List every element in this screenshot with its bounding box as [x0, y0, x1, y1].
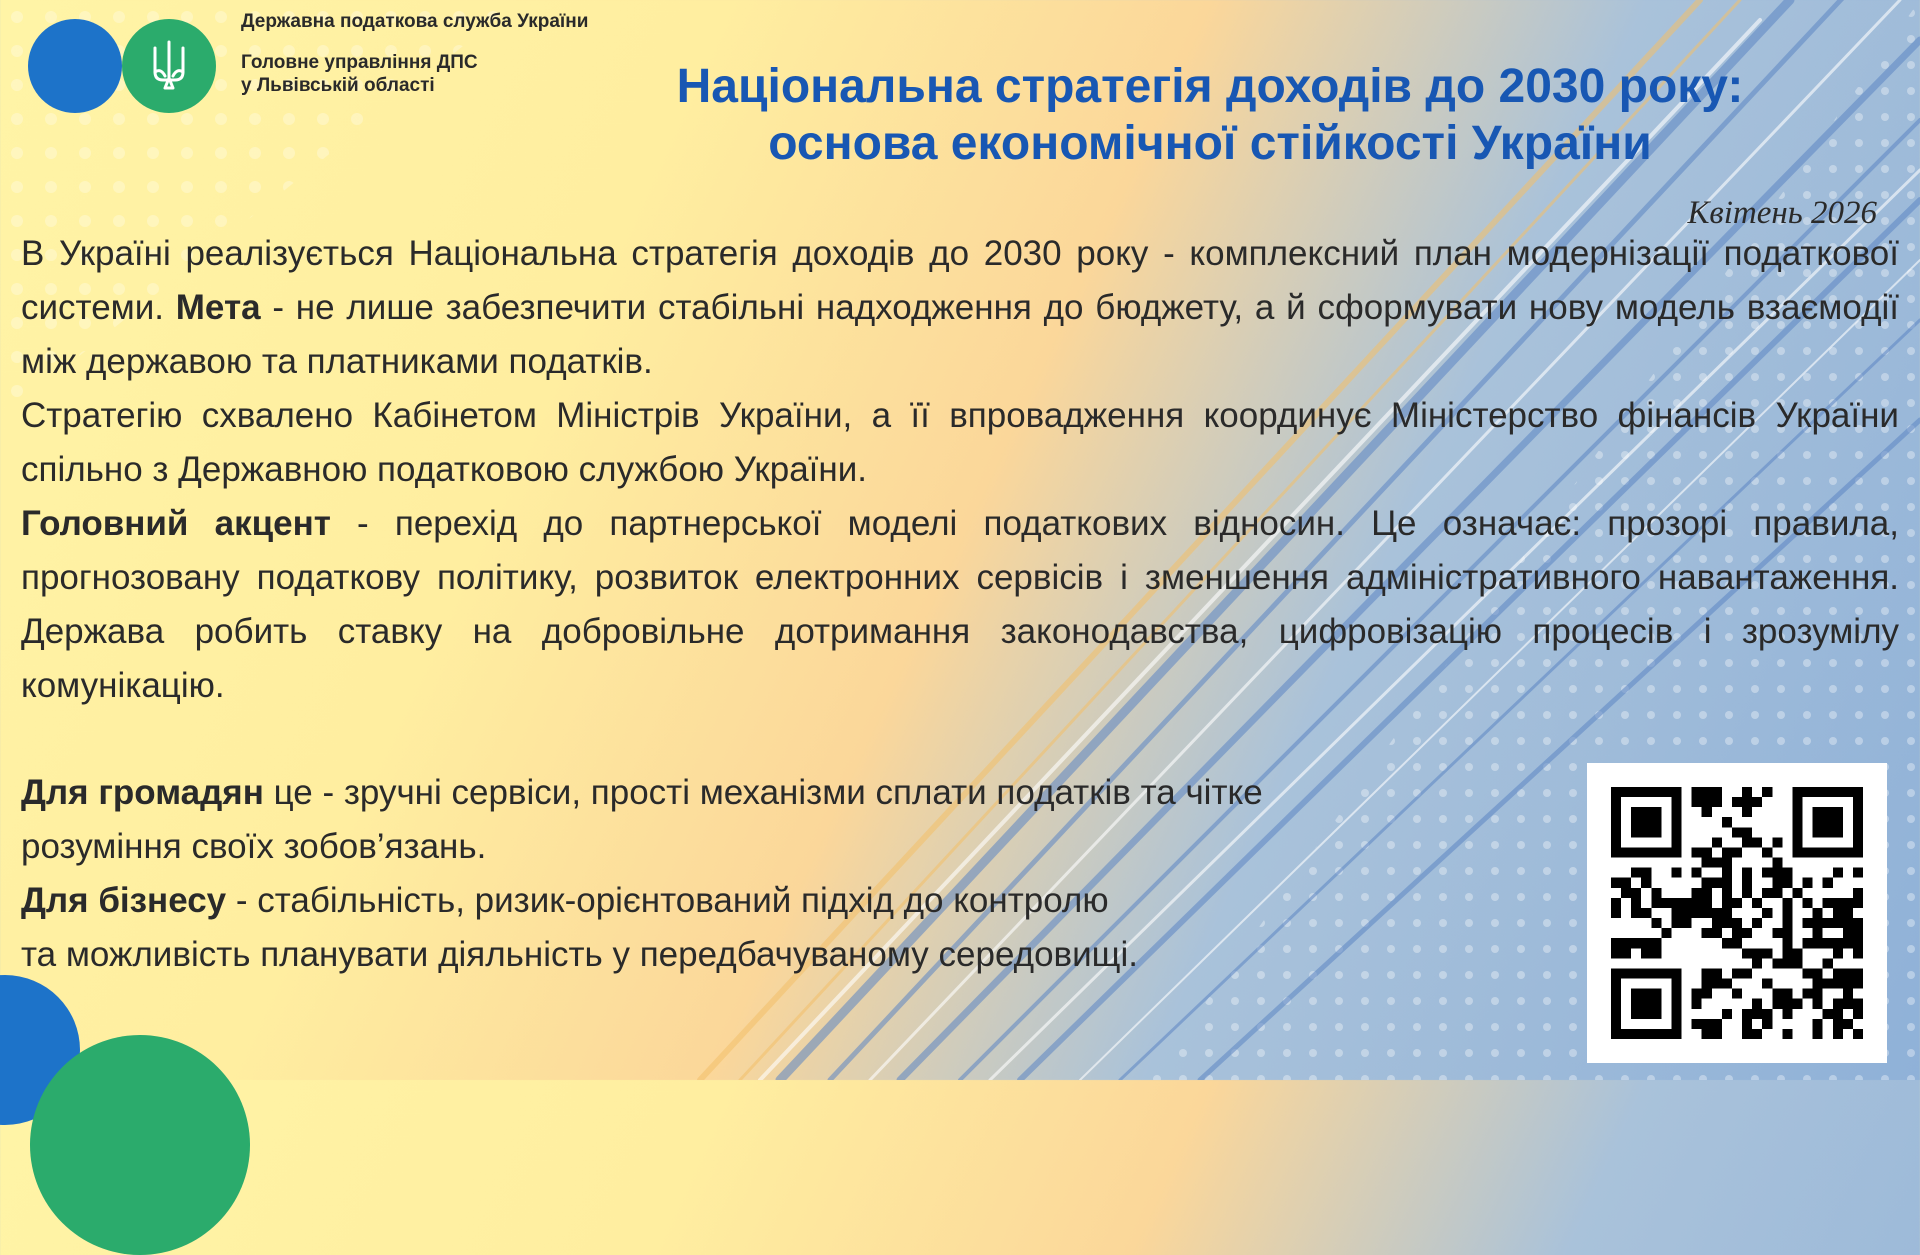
org-department — [241, 51, 478, 97]
goal-text-a: В Україні реалізується Національна стратегія доходів до 2030 року - комплексний план модернізації податкової системи. — [21, 234, 1899, 327]
business-line2: та можливість планувати діяльність у передбачуваному середовищі. — [21, 935, 1138, 974]
citizens-line2: розуміння своїх зобов’язань. — [21, 827, 487, 866]
goal-text-b: - не лише забезпечити стабільні надходження до бюджету, а й сформувати нову модель взаємодії між державою та платниками податків. — [21, 288, 1899, 381]
business-keyword: Для бізнесу — [21, 881, 227, 920]
paragraph-goal — [21, 227, 1899, 389]
decor-green-circle — [30, 1035, 250, 1255]
title-line2: основа економічної стійкості України — [768, 117, 1652, 170]
citizens-line1 — [21, 766, 1521, 820]
qr-code[interactable] — [1587, 763, 1887, 1063]
page-title — [560, 58, 1860, 172]
qr-code-icon — [1611, 787, 1863, 1039]
benefits-text — [21, 766, 1521, 982]
accent-keyword: Головний акцент — [21, 504, 331, 543]
paragraph-accent — [21, 497, 1899, 713]
trident-icon — [149, 38, 189, 94]
business-text-a: - стабільність, ризик-орієнтований підхід до контролю — [226, 881, 1109, 920]
business-line1 — [21, 874, 1521, 928]
paragraph-approval: Стратегію схвалено Кабінетом Міністрів України, а її впровадження координує Міністерство фінансів України спільно з Державною податковою службою України. — [21, 396, 1899, 489]
citizens-text-a: це - зручні сервіси, прості механізми сплати податків та чітке — [263, 773, 1263, 812]
goal-keyword: Мета — [175, 288, 261, 327]
citizens-keyword: Для громадян — [21, 773, 264, 812]
main-text — [21, 227, 1899, 713]
title-line1: Національна стратегія доходів до 2030 року: — [676, 60, 1744, 113]
org-department-line2: у Львівській області — [241, 75, 435, 96]
accent-text: - перехід до партнерської моделі податкових відносин. Це означає: прозорі правила, прогнозовану податкову політику, розвиток електронних сервісів і зменшення адміністративного навантаження. Держава робить ставку на добровільне дотримання законодавства, цифровізацію процесів і зрозумілу комунікацію. — [21, 504, 1899, 705]
date-label: Квітень 2026 — [1687, 195, 1877, 231]
org-name: Державна податкова служба України — [241, 11, 589, 32]
org-department-line1: Головне управління ДПС — [241, 52, 478, 73]
logo-green-circle — [122, 19, 216, 113]
logo-blue-circle — [28, 19, 122, 113]
